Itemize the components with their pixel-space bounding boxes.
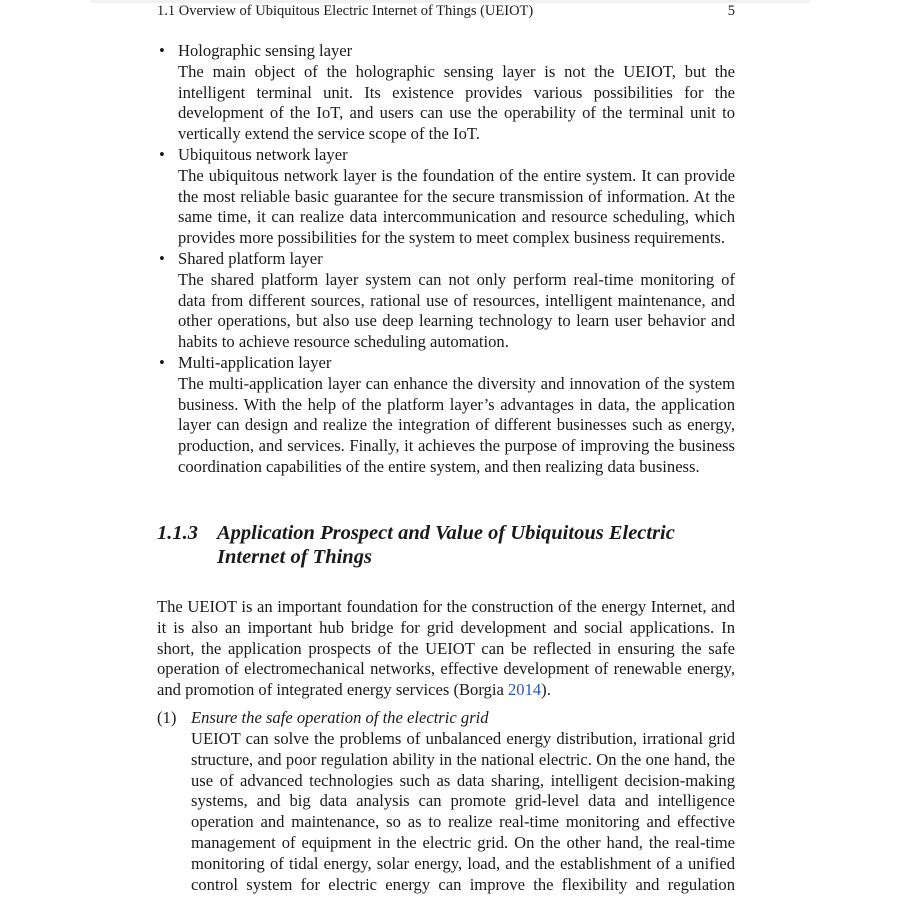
bullet-icon: • xyxy=(159,248,165,268)
bullet-icon: • xyxy=(159,144,165,164)
bullet-icon: • xyxy=(159,41,165,60)
bullet-heading: Ubiquitous network layer xyxy=(178,144,348,164)
list-item xyxy=(157,249,735,353)
intro-paragraph xyxy=(157,597,735,701)
running-head-title: 1.1 Overview of Ubiquitous Electric Internet of Things (UEIOT) xyxy=(157,3,534,19)
bullet-heading: Holographic sensing layer xyxy=(178,41,353,60)
section-title: Application Prospect and Value of Ubiquitous Electric Internet of Things xyxy=(217,522,675,568)
citation-link[interactable]: 2014 xyxy=(507,680,542,700)
enum-body: UEIOT can solve the problems of unbalanced energy distribution, irrational grid structure, and poor regulation ability in the national electric. On the one hand, the use of advanced technologies such as data sharing, intelligent decision-making systems, and big data analysis can promote grid-level data and intelligence operation and maintenance, so as to realize real-time monitoring and effective management of equipment in the electric grid. On the other hand, the real-time monitoring of tidal energy, solar energy, load, and the establishment of a unified control system for electric energy can improve the flexibility and regulation xyxy=(191,729,735,894)
bullet-body: The shared platform layer system can not only perform real-time monitoring of data from different sources, rational use of resources, intelligent maintenance, and other operations, but also use deep learning technology to learn user behavior and habits to achieve resource scheduling automation. xyxy=(178,269,735,352)
section-number: 1.1.3 xyxy=(157,522,198,544)
enum-heading: Ensure the safe operation of the electric grid xyxy=(191,708,489,727)
enum-label: (1) xyxy=(157,708,177,727)
list-item xyxy=(157,145,735,249)
page-number: 5 xyxy=(727,3,735,19)
bullet-body: The main object of the holographic sensing layer is not the UEIOT, but the intelligent terminal unit. Its existence provides various possibilities for the development of the IoT, and users can use the operability of the terminal unit to vertically extend the service scope of the IoT. xyxy=(178,61,735,144)
bullet-icon: • xyxy=(159,352,165,372)
bullet-heading: Multi-application layer xyxy=(178,352,332,372)
bullet-body: The multi-application layer can enhance the diversity and innovation of the system business. With the help of the platform layer’s advantages in data, the application layer can design and realize the integration of different businesses such as energy, production, and services. Finally, it achieves the purpose of improving the business coordination capabilities of the entire system, and then realizing data business. xyxy=(178,373,735,476)
running-header xyxy=(157,1,735,21)
paragraph-closing: ). xyxy=(541,680,551,700)
layer-bullet-list xyxy=(157,41,735,478)
bullet-body: The ubiquitous network layer is the foundation of the entire system. It can provide the most reliable basic guarantee for the secure transmission of information. At the same time, it can realize data intercommunication and resource scheduling, which provides more possibilities for the system to meet complex business requirements. xyxy=(178,165,735,248)
bullet-heading: Shared platform layer xyxy=(178,248,323,268)
list-item xyxy=(157,41,735,145)
paragraph-text: The UEIOT is an important foundation for the construction of the energy Internet, and it is also an important hub bridge for grid development and social applications. In short, the application prospects of the UEIOT can be reflected in ensuring the safe operation of electromechanical networks, effective development of renewable energy, and promotion of integrated energy services (Borgia xyxy=(157,597,735,700)
list-item xyxy=(157,353,735,478)
